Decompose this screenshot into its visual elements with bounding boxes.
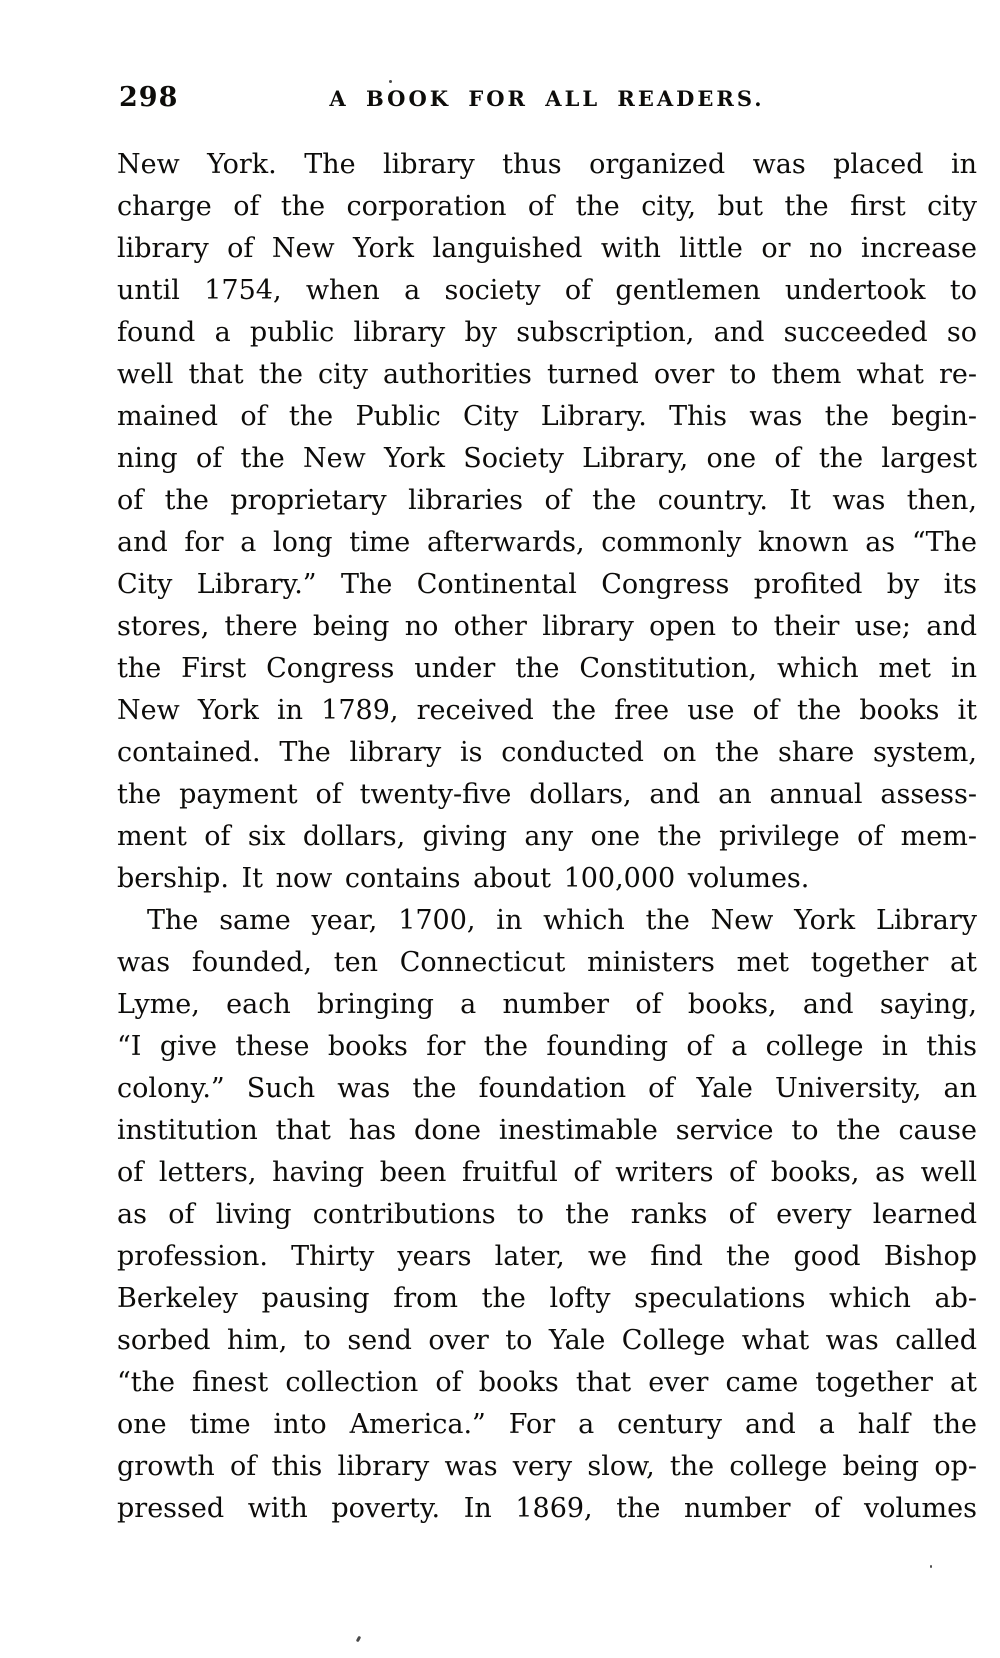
scan-speck (930, 1565, 932, 1568)
text-line: “the finest collection of books that ever came together at (117, 1367, 977, 1398)
text-line: mained of the Public City Library. This was the begin- (117, 401, 977, 432)
text-line: the payment of twenty-five dollars, and an annual assess- (117, 779, 977, 810)
text-line: “I give these books for the founding of a college in this (117, 1031, 977, 1062)
paragraph (117, 900, 977, 1530)
text-line: institution that has done inestimable service to the cause (117, 1115, 977, 1146)
text-line: one time into America.” For a century and a half the (117, 1409, 977, 1440)
text-line: library of New York languished with little or no increase (117, 233, 977, 264)
text-line: contained. The library is conducted on the share system, (117, 737, 977, 768)
text-line: The same year, 1700, in which the New York Library (147, 905, 977, 936)
text-line: the First Congress under the Constitution, which met in (117, 653, 977, 684)
text-line: New York. The library thus organized was placed in (117, 149, 977, 180)
text-line: New York in 1789, received the free use of the books it (117, 695, 977, 726)
text-line: until 1754, when a society of gentlemen undertook to (117, 275, 977, 306)
text-line: profession. Thirty years later, we find the good Bishop (117, 1241, 977, 1272)
text-line: stores, there being no other library open to their use; and (117, 611, 977, 642)
running-header-title: A BOOK FOR ALL READERS. (329, 86, 765, 111)
page-number: 298 (119, 82, 179, 113)
text-line: of the proprietary libraries of the country. It was then, (117, 485, 977, 516)
text-line: sorbed him, to send over to Yale College what was called (117, 1325, 977, 1356)
running-head (117, 82, 977, 116)
scan-speck (389, 80, 392, 83)
text-line: charge of the corporation of the city, but the first city (117, 191, 977, 222)
text-line: as of living contributions to the ranks of every learned (117, 1199, 977, 1230)
text-line: was founded, ten Connecticut ministers met together at (117, 947, 977, 978)
text-line: and for a long time afterwards, commonly known as “The (117, 527, 977, 558)
text-line: bership. It now contains about 100,000 volumes. (117, 863, 810, 894)
text-line: Berkeley pausing from the lofty speculations which ab- (117, 1283, 977, 1314)
text-line: colony.” Such was the foundation of Yale University, an (117, 1073, 977, 1104)
paragraph (117, 144, 977, 900)
text-line: pressed with poverty. In 1869, the number of volumes (117, 1493, 977, 1524)
text-line: found a public library by subscription, and succeeded so (117, 317, 977, 348)
text-line: ment of six dollars, giving any one the privilege of mem- (117, 821, 977, 852)
text-line: Lyme, each bringing a number of books, and saying, (117, 989, 977, 1020)
text-line: well that the city authorities turned over to them what re- (117, 359, 977, 390)
text-line: ning of the New York Society Library, one of the largest (117, 443, 977, 474)
text-line: growth of this library was very slow, the college being op- (117, 1451, 977, 1482)
text-block (117, 144, 977, 1530)
text-line: City Library.” The Continental Congress profited by its (117, 569, 977, 600)
scan-speck (356, 1636, 361, 1643)
text-line: of letters, having been fruitful of writers of books, as well (117, 1157, 977, 1188)
